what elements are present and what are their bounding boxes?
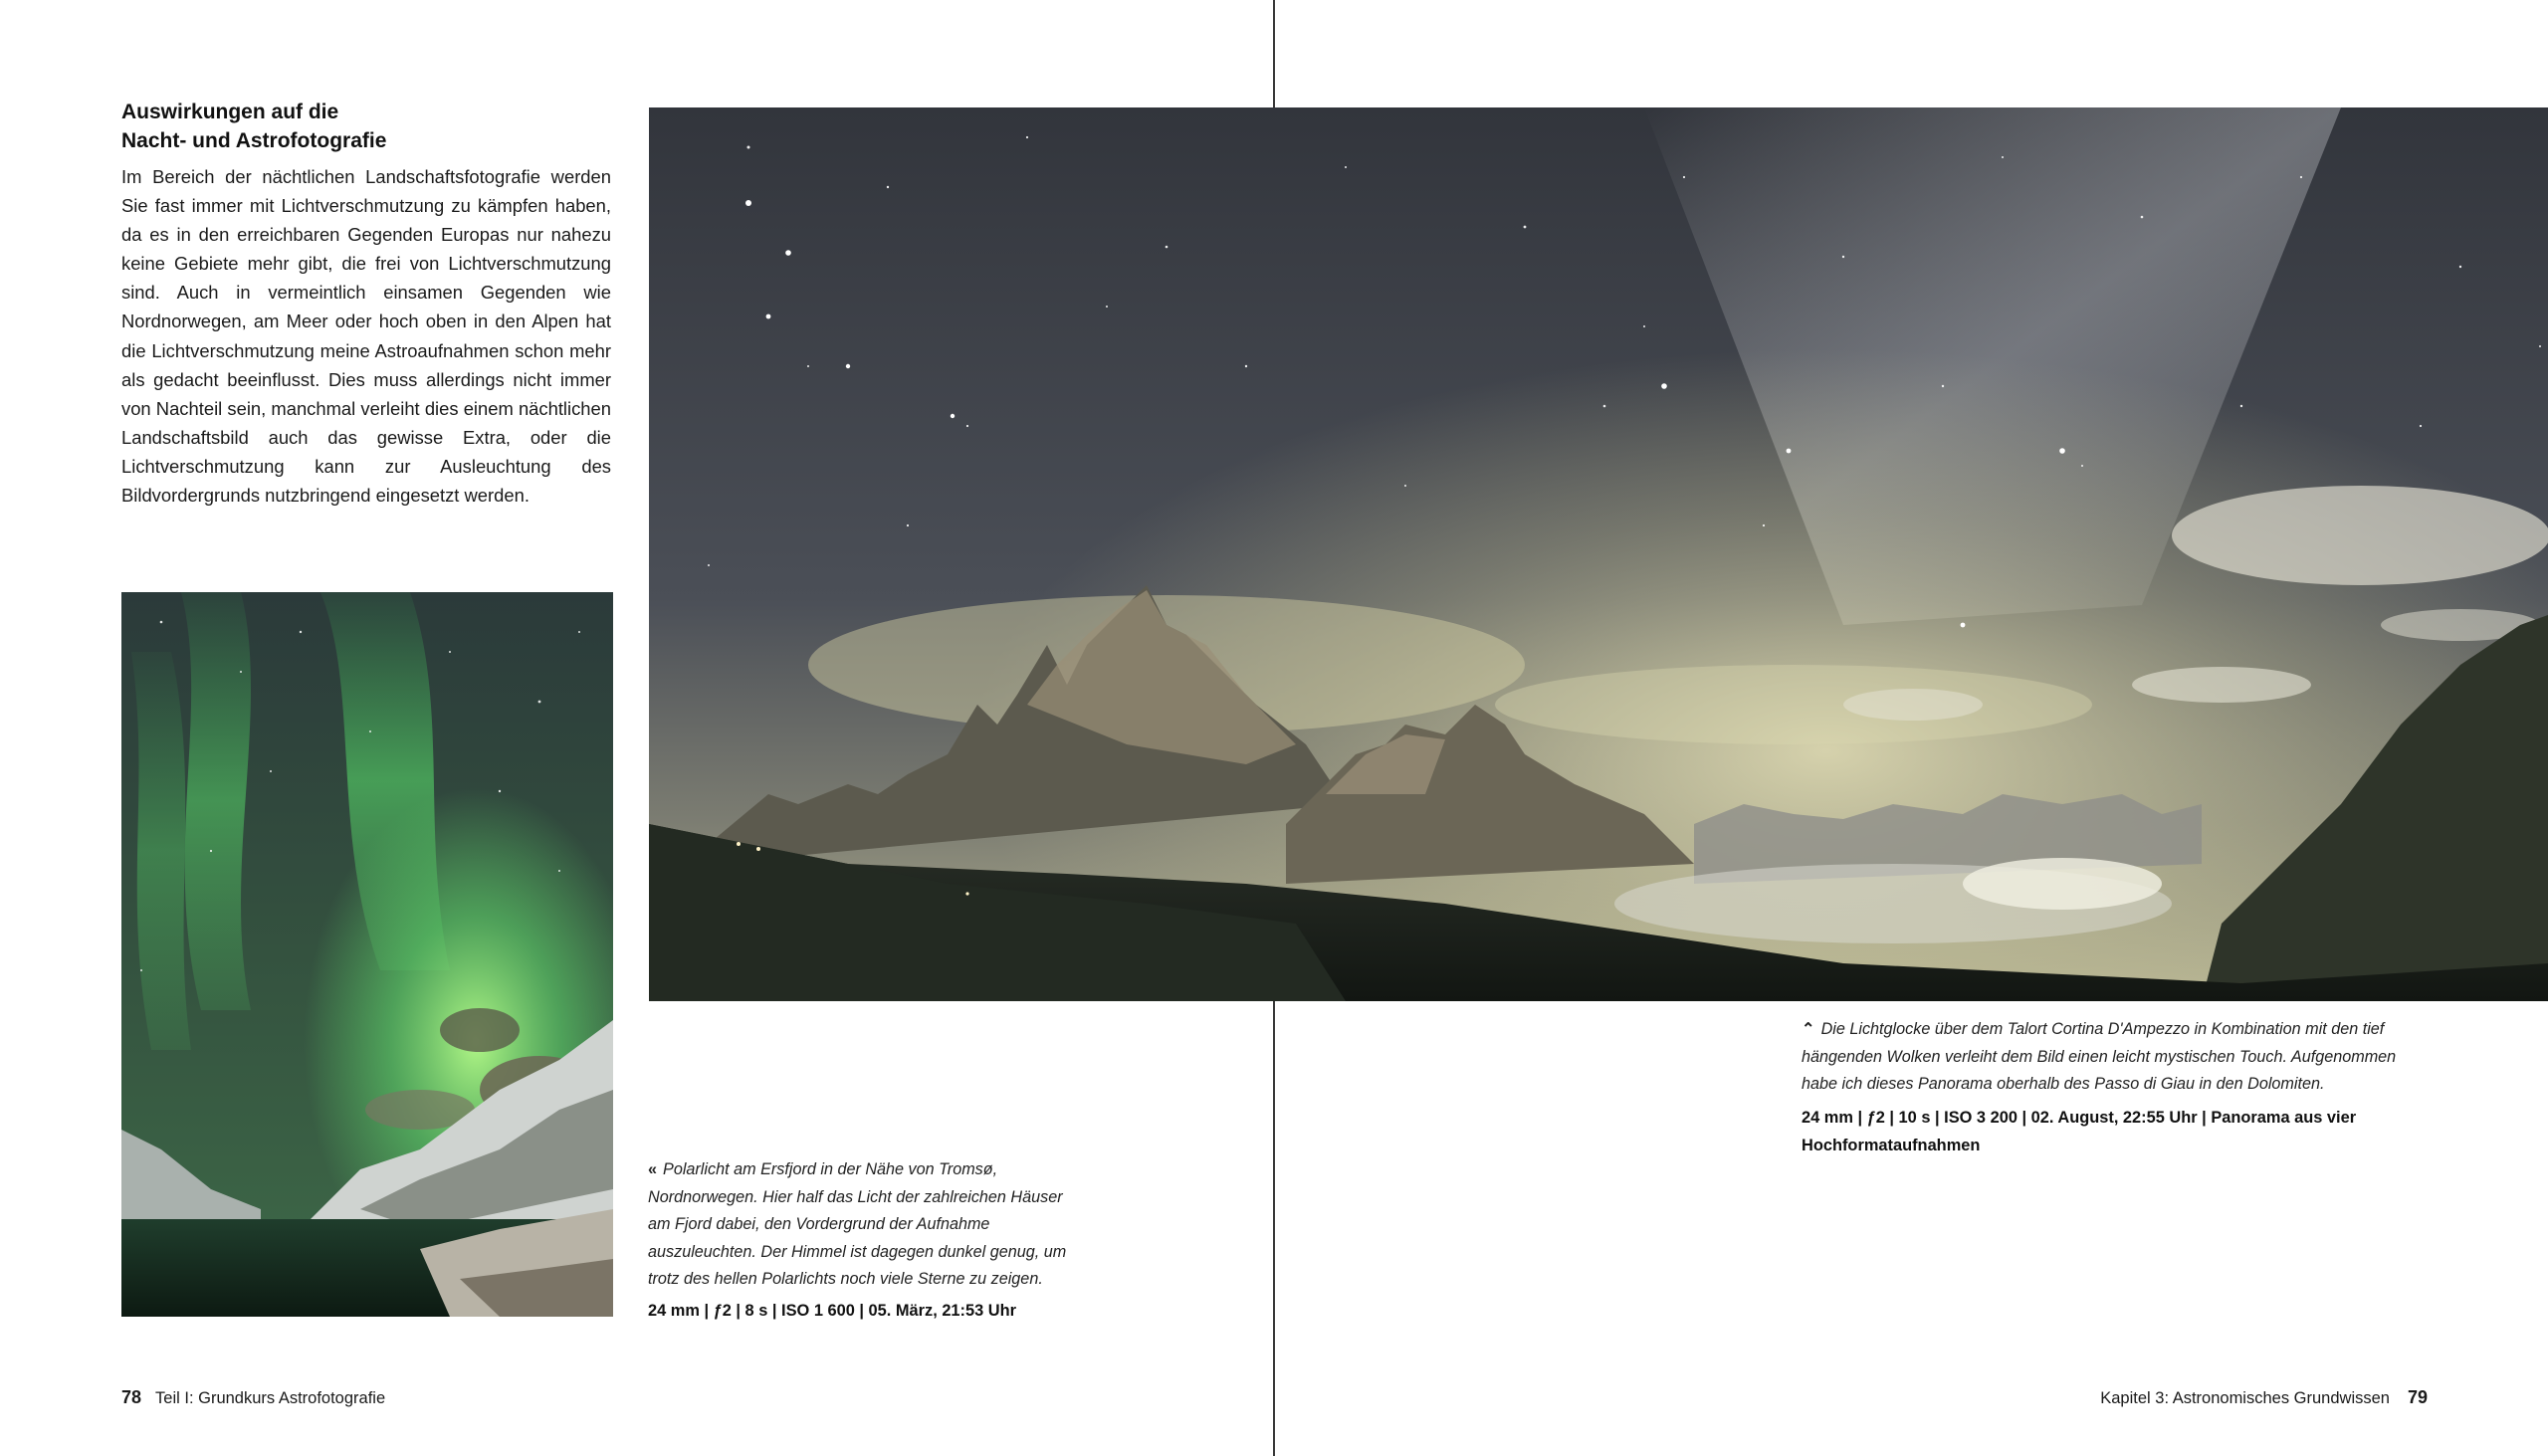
panorama-caption-text: Die Lichtglocke über dem Talort Cortina D'Ampezzo in Kombination mit den tief hängenden Wolken verleiht dem Bild einen leicht mystischen Touch. Aufgenommen habe ich dieses Panorama oberhalb des Passo di Giau in den Dolomiten. — [1802, 1020, 2397, 1093]
section-heading-line2: Nacht- und Astrofotografie — [121, 129, 387, 152]
aurora-exposure-specs: 24 mm | ƒ2 | 8 s | ISO 1 600 | 05. März, 21:53 Uhr — [648, 1302, 1017, 1320]
page-number-left: 78 — [121, 1387, 142, 1407]
section-heading-line1: Auswirkungen auf die — [121, 101, 339, 123]
page-number-right: 79 — [2407, 1387, 2428, 1407]
panorama-exposure-specs: 24 mm | ƒ2 | 10 s | ISO 3 200 | 02. August, 22:55 Uhr | Panorama aus vier Hochformataufnahmen — [1802, 1109, 2357, 1154]
footer-chapter-label: Kapitel 3: Astronomisches Grundwissen — [2100, 1389, 2390, 1407]
aurora-caption-text: Polarlicht am Ersfjord in der Nähe von Tromsø, Nordnorwegen. Hier half das Licht der zahlreichen Häuser am Fjord dabei, den Vordergrund der Aufnahme auszuleuchten. Der Himmel ist dagegen dunkel genug, um trotz des hellen Polarlichts noch viele Sterne zu zeigen. — [648, 1160, 1067, 1288]
panorama-photo — [649, 107, 2548, 1001]
panorama-caption — [1802, 1016, 2431, 1099]
section-heading — [121, 98, 639, 155]
body-paragraph: Im Bereich der nächtlichen Landschaftsfotografie werden Sie fast immer mit Lichtverschmutzung zu kämpfen haben, da es in den erreichbaren Gegenden Europas nur nahezu keine Gebiete mehr gibt, die frei von Lichtverschmutzung sind. Auch in vermeintlich einsamen Gegenden wie Nordnorwegen, am Meer oder hoch oben in den Alpen hat die Lichtverschmutzung meine Astroaufnahmen schon mehr als gedacht beeinflusst. Dies muss allerdings nicht immer von Nachteil sein, manchmal verleiht dies einem nächtlichen Landschaftsbild auch das gewisse Extra, oder die Lichtverschmutzung kann zur Ausleuchtung des Bildvordergrunds nutzbringend eingesetzt werden. — [121, 166, 611, 507]
caption-arrow-left-icon: « — [648, 1160, 658, 1178]
footer-right — [2100, 1385, 2428, 1410]
aurora-photo — [121, 592, 613, 1317]
caption-arrow-up-icon: ⌃ — [1802, 1020, 1815, 1038]
footer-left — [121, 1385, 385, 1410]
aurora-caption — [648, 1156, 1086, 1294]
footer-part-label: Teil I: Grundkurs Astrofotografie — [155, 1389, 386, 1407]
